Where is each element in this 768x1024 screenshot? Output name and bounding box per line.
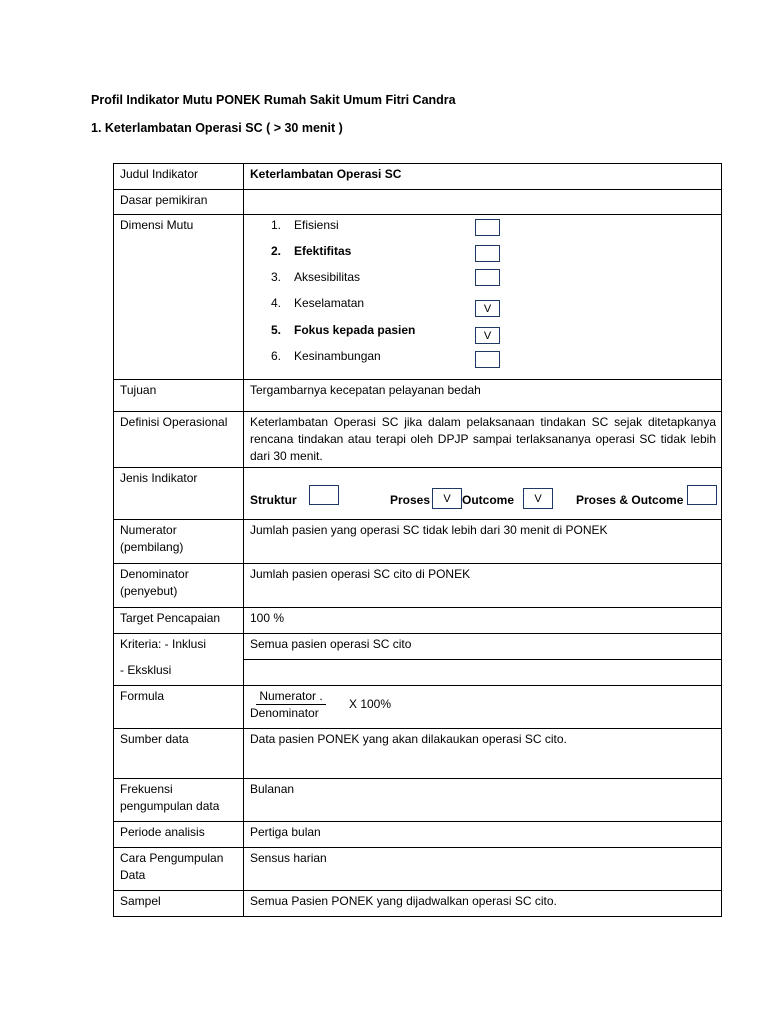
checkbox-efisiensi[interactable] [475, 219, 500, 236]
value-sampel: Semua Pasien PONEK yang dijadwalkan operasi SC cito. [244, 891, 722, 917]
checkbox-struktur[interactable] [309, 485, 339, 505]
jenis-indikator-options [250, 470, 716, 515]
list-item-text: Kesinambungan [294, 349, 381, 363]
list-item-number: 5. [271, 323, 282, 337]
section-title: 1. Keterlambatan Operasi SC ( > 30 menit ) [91, 121, 343, 135]
value-periode-analisis: Pertiga bulan [244, 822, 722, 848]
checkbox-aksesibilitas[interactable] [475, 269, 500, 286]
list-item-number: 3. [271, 270, 282, 284]
checkbox-outcome[interactable]: V [523, 488, 553, 509]
value-kriteria-eksklusi [244, 660, 722, 686]
label-dimensi-mutu: Dimensi Mutu [114, 215, 244, 380]
row-frekuensi [114, 779, 722, 822]
list-item-text: Efektifitas [294, 244, 352, 258]
checkbox-efektifitas[interactable] [475, 245, 500, 262]
checkbox-proses[interactable]: V [432, 488, 462, 509]
value-cara-pengumpulan: Sensus harian [244, 848, 722, 891]
row-kriteria-eksklusi [114, 660, 722, 686]
list-item-text: Aksesibilitas [294, 270, 361, 284]
row-periode-analisis [114, 822, 722, 848]
row-sumber-data [114, 729, 722, 779]
row-numerator [114, 520, 722, 564]
list-item [271, 269, 360, 286]
row-cara-pengumpulan [114, 848, 722, 891]
label-denominator: Denominator (penyebut) [114, 564, 244, 608]
list-item-number: 1. [271, 218, 282, 232]
value-numerator: Jumlah pasien yang operasi SC tidak lebih dari 30 menit di PONEK [244, 520, 722, 564]
list-item-text: Keselamatan [294, 296, 365, 310]
label-kriteria-eksklusi: - Eksklusi [114, 660, 244, 686]
list-item-number: 6. [271, 349, 282, 363]
label-formula: Formula [114, 686, 244, 729]
checkbox-proses-outcome[interactable] [687, 485, 717, 505]
row-judul-indikator [114, 164, 722, 190]
value-judul-indikator: Keterlambatan Operasi SC [244, 164, 722, 190]
indicator-profile-table [113, 163, 722, 917]
list-item [271, 295, 364, 312]
row-tujuan [114, 380, 722, 412]
value-dasar-pemikiran [244, 190, 722, 215]
label-jenis-indikator: Jenis Indikator [114, 468, 244, 520]
value-denominator: Jumlah pasien operasi SC cito di PONEK [244, 564, 722, 608]
row-dasar-pemikiran [114, 190, 722, 215]
label-kriteria-inklusi: Kriteria: - Inklusi [114, 634, 244, 660]
value-frekuensi: Bulanan [244, 779, 722, 822]
option-label-proses-outcome: Proses & Outcome [576, 493, 684, 507]
value-kriteria-inklusi: Semua pasien operasi SC cito [244, 634, 722, 660]
value-tujuan: Tergambarnya kecepatan pelayanan bedah [244, 380, 722, 412]
option-label-struktur: Struktur [250, 493, 297, 507]
document-title: Profil Indikator Mutu PONEK Rumah Sakit Umum Fitri Candra [91, 93, 456, 107]
row-sampel [114, 891, 722, 917]
row-denominator [114, 564, 722, 608]
label-tujuan: Tujuan [114, 380, 244, 412]
list-item [271, 243, 351, 260]
label-sampel: Sampel [114, 891, 244, 917]
label-sumber-data: Sumber data [114, 729, 244, 779]
list-item-text: Fokus kepada pasien [294, 323, 416, 337]
row-dimensi-mutu [114, 215, 722, 380]
formula-multiplier: X 100% [349, 697, 392, 711]
row-jenis-indikator [114, 468, 722, 520]
label-periode-analisis: Periode analisis [114, 822, 244, 848]
list-item [271, 217, 339, 234]
checkbox-fokus-kepada-pasien[interactable]: V [475, 327, 500, 344]
row-formula [114, 686, 722, 729]
label-frekuensi: Frekuensi pengumpulan data [114, 779, 244, 822]
label-definisi-operasional: Definisi Operasional [114, 412, 244, 468]
label-cara-pengumpulan: Cara Pengumpulan Data [114, 848, 244, 891]
label-judul-indikator: Judul Indikator [114, 164, 244, 190]
value-sumber-data: Data pasien PONEK yang akan dilakaukan operasi SC cito. [244, 729, 722, 779]
formula-expression [250, 688, 716, 724]
option-label-proses: Proses [390, 493, 431, 507]
row-kriteria-inklusi [114, 634, 722, 660]
label-target-pencapaian: Target Pencapaian [114, 608, 244, 634]
formula-numerator: Numerator . [256, 688, 326, 705]
value-target-pencapaian: 100 % [244, 608, 722, 634]
list-item-number: 2. [271, 244, 282, 258]
label-dasar-pemikiran: Dasar pemikiran [114, 190, 244, 215]
checkbox-kesinambungan[interactable] [475, 351, 500, 368]
label-numerator: Numerator (pembilang) [114, 520, 244, 564]
option-label-outcome: Outcome [462, 493, 515, 507]
list-item [271, 348, 381, 365]
row-target-pencapaian [114, 608, 722, 634]
formula-denominator: Denominator [250, 706, 319, 720]
value-definisi-operasional: Keterlambatan Operasi SC jika dalam pelaksanaan tindakan SC sejak ditetapkanya rencana tindakan atau terapi oleh DPJP sampai terlaksananya operasi SC tidak lebih dari 30 menit. [244, 412, 722, 468]
row-definisi-operasional [114, 412, 722, 468]
checkbox-keselamatan[interactable]: V [475, 300, 500, 317]
list-item-number: 4. [271, 296, 282, 310]
list-item [271, 322, 415, 339]
dimensi-mutu-list [250, 217, 716, 377]
list-item-text: Efisiensi [294, 218, 339, 232]
